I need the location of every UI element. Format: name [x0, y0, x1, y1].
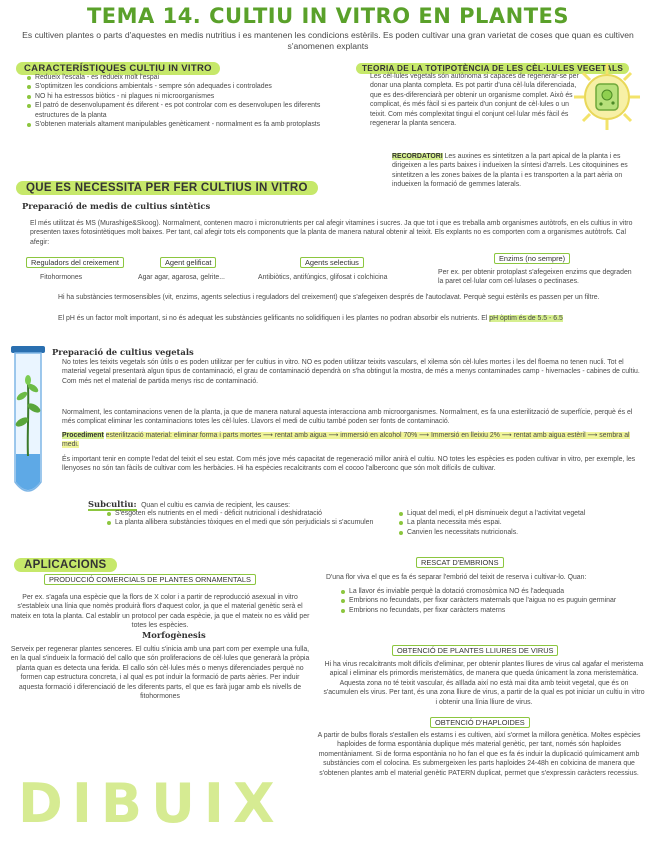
- list-item: S'obtenen materials altament manipulables genèticament - normalment es fa amb protoplasts: [35, 120, 355, 129]
- ph-text: El pH és un factor molt important, si no és adequat les substàncies gelificants no solidifiquen i les plantes no podran absorbir els nutrients. El: [58, 315, 488, 322]
- subculture-label: Subcultiu:: [88, 499, 137, 509]
- ph-optimum: pH òptim és de 5.5 - 6.5: [489, 315, 563, 322]
- haploid-heading: OBTENCIÓ D'HAPLOIDES: [430, 717, 530, 728]
- reminder-label: RECORDATORI: [392, 153, 443, 160]
- intro-text: Es cultiven plantes o parts d'aquestes en medis nutritius i es mantenen les condicions estèrils. Es poden cultivar una gran varietat de coses que quan es cultiven s'anomenen explants: [22, 30, 634, 51]
- list-item: Embrions no fecundats, per fixar caràcters maternals que l'aigua no es puguin germinar: [349, 596, 649, 605]
- thermosensitive-text: Hi ha substàncies termosensibles (vit, enzims, agents selectius i reguladors del creixement) que s'afegeixen després de l'autoclavat. Perquè segui estèrils es passen per un filtre.: [58, 294, 600, 301]
- virus-free-heading: OBTENCIÓ DE PLANTES LLIURES DE VIRUS: [392, 645, 558, 656]
- procedure-block: [62, 431, 642, 450]
- procedure-label: Procediment: [62, 432, 104, 439]
- component-enzymes-detail: Per ex. per obtenir protoplast s'afegeixen enzims que degraden la paret cel·lular com cel·lulases o pectinases.: [438, 269, 632, 286]
- procedure-text: esterilització material: eliminar forma i parts mortes ⟶ rentat amb aigua ⟶ immersió en alcohol 70% ⟶ Immersió en lleixiu 2% ⟶ rentat amb aigua estèril ⟶ sembra al medi.: [62, 432, 630, 449]
- component-growth-regulators-detail: Fitohormones: [40, 274, 83, 281]
- test-tube-plant-icon: [10, 344, 46, 498]
- organogenesis-heading: Morfogènesis: [142, 630, 206, 640]
- component-enzymes: Enzims (no sempre): [494, 253, 570, 264]
- subculture-right-list: [396, 509, 653, 537]
- totipotency-age-text: És important tenir en compte l'edat del teixit el seu estat. Com més jove més capacitat de regeneració millor anirà el cultiu. NO totes les espècies es poden cultivar in vitro, per exemple, les llenyoses no són tan fàcils de cultivar com les herbàcies. Hi ha espècies recalcitrants com el cocoo l'alberconc que són molt difícils de cultivar.: [62, 456, 636, 473]
- medium-heading: Preparació de medis de cultius sintètics: [22, 201, 211, 211]
- list-item: El patró de desenvolupament és diferent - es pot controlar com es desenvolupen les diferents estructures de la planta: [35, 101, 355, 120]
- ornamental-text: Per ex. s'agafa una espècie que la flors de X color i a partir de reproducció asexual in vitro s'estableix una línia que nomès produirà flors d'aquest color, ja que el material genètic serà el mateix en tota la planta. Cal establir un protocol per cada espècie, ja que el mateix no es vàlid per totes les espècies.: [10, 594, 310, 630]
- list-item: Liquat del medi, el pH disminueix degut a l'activitat vegetal: [407, 509, 653, 518]
- list-item: Redueix l'escala - es redueix molt l'espai: [35, 73, 355, 82]
- page-title: TEMA 14. CULTIU IN VITRO EN PLANTES: [86, 4, 570, 28]
- characteristics-heading: CARACTERÍSTIQUES CULTIU IN VITRO: [16, 58, 220, 76]
- list-item: Embrions no fecundats, per fixar caràcters materns: [349, 606, 649, 615]
- embryo-rescue-heading: RESCAT D'EMBRIONS: [416, 557, 504, 568]
- medium-text: El més utilitzat és MS (Murashige&Skoog). Normalment, contenen macro i micronutrients per cal afegir vitamines i sucres. Ja que tot i que es treballa amb organismes autòtrofs, en els cultius in vitro presenten taxes fotosintètiques molt baixes. Per tant, cal afegir tots els components que la planta de manera natural obtenir al teixit. Els explants no es comporten com a organismes autòtrofs. Cal afegir:: [30, 220, 633, 246]
- plant-cell-icon: [572, 62, 642, 132]
- list-item: La planta necessita més espai.: [407, 518, 653, 527]
- needs-heading: QUE ES NECESSITA PER FER CULTIUS IN VITRO: [16, 178, 318, 196]
- list-item: S'esgoten els nutrients en el medi - dèficit nutricional i deshidratació: [115, 509, 385, 518]
- list-item: NO hi ha estressos biòtics - ni plagues ni microorganismes: [35, 92, 355, 101]
- component-selective-agents-detail: Antibiòtics, antifúngics, glifosat i colchicina: [258, 274, 388, 281]
- list-item: La planta allibera substàncies tòxiques en el medi que són perjudicials si s'acumulen: [115, 518, 385, 527]
- haploid-text: A partir de bulbs florals s'estallen els estams i es cultiven, així s'ormet la millora genètica. Moltes espècies haploides de forma espontània duplique més material genètic, per tant, només són haploides momentàniament. Si de forma espontània no ho fan el que es fa és induir la duplicació químicament amb substàncies com el colocina. Es submergeixen les parts haploides 24-48h en colxicina de manera que s'obtenen plantes amb el material genètic PATERN duplicat, permet que s'expressin caràcters recessius.: [317, 732, 641, 777]
- list-item: S'optimitzen les condicions ambientals - sempre són adequades i controlades: [35, 82, 355, 91]
- applications-heading: APLICACIONS: [14, 555, 117, 573]
- drawing-label: DIBUIX: [18, 772, 284, 835]
- contamination-text: Normalment, les contaminacions venen de la planta, ja que de manera natural aquesta interacciona amb microorganismes. Normalment, es fa una esterilització de superfície, perquè és el més complicat eliminar les contaminacions totes les cèl·lules. Llavors el medi de cultiu també poden ser fonts de contaminació.: [62, 409, 633, 426]
- subculture-left-list: [104, 509, 385, 528]
- totipotency-heading: TEORIA DE LA TOTIPOTÈNCIA DE LES CÈL·LULES VEGETALS: [356, 58, 629, 76]
- reminder-text: Les auxines es sintetitzen a la part apical de la planta i es dirigeixen a les parts baixes i indueixen la síntesi d'arrels. Les citoquinines es sintetitzen a les zones baixes de la planta i es transporten a la part aèria on indueixen la formació de gemmes laterals.: [392, 153, 628, 189]
- embryo-rescue-list: [338, 587, 649, 615]
- list-item: Canvien les necessitats nutricionals.: [407, 528, 653, 537]
- totipotency-text: Les cèl·lules vegetals són autònoma si capaces de regenerar-se per donar una planta completa. Es pot partir d'una cèl·lula diferenciada, que es des-diferenciarà per obtenir un organisme complet. Això és complicat, és més fàcil si es parteix d'un conjunt de cèl·lules o un teixit. Com més complexitat tingui el conjunt cel·lular més fàcil és regenerar la planta sencera.: [370, 73, 579, 128]
- reminder-block: [392, 152, 642, 190]
- component-gelling-agent-detail: Agar agar, agarosa, gelrite...: [138, 274, 225, 281]
- ph-block: [58, 314, 642, 323]
- ornamental-heading: PRODUCCIÓ COMERCIALS DE PLANTES ORNAMENTALS: [44, 574, 256, 585]
- embryo-rescue-text: D'una flor viva el que es fa és separar l'embrió del teixit de reserva i cultivar-lo. Quan:: [326, 574, 587, 581]
- virus-free-text: Hi ha virus recalcitrants molt difícils d'eliminar, per obtenir plantes lliures de virus cal agafar el meristema apical i eliminar els primordis meristemàtics, de manera que queda únicament la zona meristemàtica. Aquesta zona no té teixit vascular, és aïllada així no està mai dita amb teixit vegetal, que és on s'acumulen els virus. Per tant, és una zona lliure de virus, a partir de la qual es pot iniciar un cultiu in vitro i obtenir una línia lliure de virus.: [323, 661, 645, 706]
- organogenesis-text: Serveix per regenerar plantes senceres. El cultiu s'inicia amb una part com per exemple una fulla, en la qual s'indueix la formació del callo que són proliferacions de cèl·lules que generarà la pròpia planta quan es detecta una ferida. El callo són cèl·lules més o menys diferenciades perquè no formen cap estructura concreta, i al qual es pot induir la formació de parts aèries. Per induir aquesta formació i diferenciació de les diferents parts, el que es farà jugar amb els nivells de fitohormones: [10, 646, 310, 701]
- subculture-text: Quan el cultiu es canvia de recipient, les causes:: [141, 502, 291, 509]
- component-gelling-agent: Agent gelificat: [160, 257, 216, 268]
- component-selective-agents: Agents selectius: [300, 257, 364, 268]
- explants-heading: Preparació de cultius vegetals: [52, 347, 194, 357]
- component-growth-regulators: Reguladors del creixement: [26, 257, 124, 268]
- characteristics-list: [24, 73, 355, 129]
- explants-text: No totes les teixits vegetals són útils o es poden utilitzar per fer cultius in vitro. NO es poden utilitzar teixits vasculars, el xilema són cèl·lules mortes i les del floema no tenen nucli. Tot el material vegetal presentarà algun tipus de contaminació, el grau de contaminació dependrà on s'ha obtingut la mostra, de més a menys contaminades camp - hivernacles - cabines de cultiu. Com més net el material de partida menys risc de contaminació.: [62, 359, 640, 385]
- list-item: La llavor és inviable perquè la dotació cromosòmica NO és l'adequada: [349, 587, 649, 596]
